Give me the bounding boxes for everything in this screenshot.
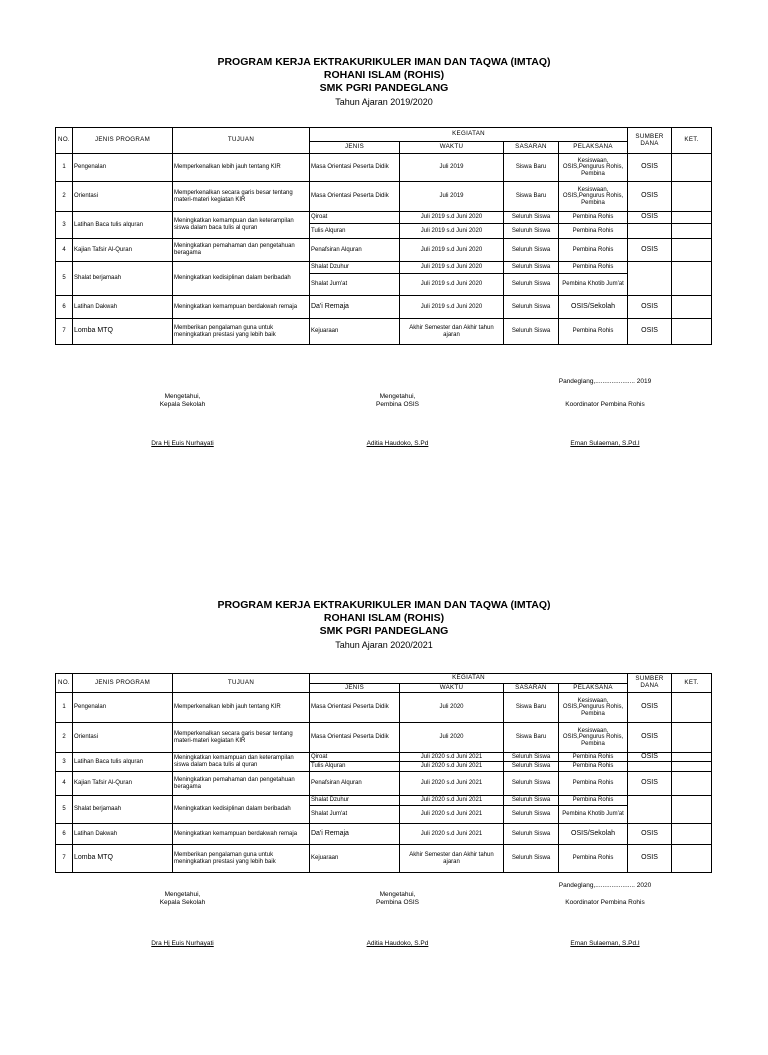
signer-name: Eman Sulaeman, S.Pd.I [570,440,640,447]
cell-waktu: Juli 2020 s.d Juni 2021 [400,772,504,796]
role-label: Koordinator Pembina Rohis [565,899,645,906]
cell-jenis: Masa Orientasi Peserta Didik [310,693,400,723]
cell-no: 3 [56,212,73,239]
table-row [56,319,712,345]
cell-sasaran: Seluruh Siswa [504,262,559,274]
document-2019 [0,0,768,512]
cell-tujuan: Meningkatkan kemampuan berdakwah remaja [173,296,310,319]
cell-sasaran: Seluruh Siswa [504,845,559,873]
cell-ket [672,845,712,873]
cell-jenis: Shalat Dzuhur [310,262,400,274]
cell-ket [672,182,712,212]
table-row [56,796,712,806]
signature-block-osis [335,891,460,907]
cell-program: Latihan Dakwah [73,824,173,845]
cell-jenis: Tulis Alquran [310,224,400,239]
ack-label: Mengetahui, [379,393,416,400]
cell-dana [628,762,672,772]
cell-sasaran: Seluruh Siswa [504,274,559,296]
cell-jenis: Shalat Dzuhur [310,796,400,806]
cell-jenis: Kejuaraan [310,319,400,345]
table-row [56,824,712,845]
cell-pelaksana: Pembina Rohis [559,796,628,806]
cell-program: Pengenalan [73,693,173,723]
signature-block-coordinator [535,899,675,907]
cell-pelaksana: Pembina Rohis [559,762,628,772]
table-row [56,212,712,224]
cell-pelaksana: Pembina Khotib Jum'at [559,274,628,296]
cell-sasaran: Seluruh Siswa [504,319,559,345]
academic-year: Tahun Ajaran 2020/2021 [335,640,433,650]
header-sasaran: SASARAN [504,684,559,693]
header-sumber-dana: SUMBER DANA [628,674,672,693]
cell-dana: OSIS [628,772,672,796]
signer-name: Aditia Haudoko, S.Pd [366,940,429,947]
cell-program: Latihan Baca tulis alquran [73,212,173,239]
header-no: NO. [56,128,73,154]
cell-jenis: Shalat Jum'at [310,806,400,824]
role-label: Koordinator Pembina Rohis [565,401,645,408]
header-jenis-program: JENIS PROGRAM [73,674,173,693]
cell-no: 7 [56,845,73,873]
cell-program: Lomba MTQ [73,845,173,873]
cell-waktu: Juli 2019 s.d Juni 2020 [400,224,504,239]
ack-label: Mengetahui, [164,891,201,898]
cell-tujuan: Meningkatkan kemampuan berdakwah remaja [173,824,310,845]
cell-tujuan: Memperkenalkan secara garis besar tentang materi-materi kegiatan KIR [173,723,310,753]
cell-tujuan: Meningkatkan pemahaman dan pengetahuan beragama [173,772,310,796]
cell-waktu: Juli 2019 s.d Juni 2020 [400,262,504,274]
cell-tujuan: Memberikan pengalaman guna untuk meningkatkan prestasi yang lebih baik [173,319,310,345]
cell-dana: OSIS [628,154,672,182]
cell-pelaksana: Pembina Rohis [559,224,628,239]
cell-dana: OSIS [628,296,672,319]
signature-block-osis [335,393,460,409]
cell-jenis: Penafsiran Alquran [310,239,400,262]
cell-ket [672,723,712,753]
signer-name: Eman Sulaeman, S.Pd.I [570,940,640,947]
role-label: Pembina OSIS [376,401,419,408]
cell-ket [672,262,712,296]
table-row [56,182,712,212]
cell-jenis: Masa Orientasi Peserta Didik [310,723,400,753]
header-sasaran: SASARAN [504,142,559,154]
cell-pelaksana: Pembina Rohis [559,845,628,873]
header-jenis: JENIS [310,684,400,693]
cell-waktu: Juli 2020 [400,723,504,753]
cell-no: 4 [56,772,73,796]
cell-tujuan: Memperkenalkan lebih jauh tentang KIR [173,693,310,723]
header-ket: KET. [672,128,712,154]
cell-jenis: Masa Orientasi Peserta Didik [310,182,400,212]
cell-program: Pengenalan [73,154,173,182]
cell-no: 2 [56,723,73,753]
cell-program: Orientasi [73,723,173,753]
program-table [55,673,712,873]
cell-dana: OSIS [628,212,672,224]
header-jenis-program: JENIS PROGRAM [73,128,173,154]
cell-no: 3 [56,753,73,772]
cell-sasaran: Seluruh Siswa [504,212,559,224]
cell-program: Kajian Tafsir Al-Quran [73,239,173,262]
program-table [55,127,712,345]
cell-waktu: Juli 2019 s.d Juni 2020 [400,296,504,319]
cell-jenis: Da'i Remaja [310,824,400,845]
cell-tujuan: Meningkatkan kemampuan dan keterampilan siswa dalam baca tulis al quran [173,212,310,239]
cell-no: 6 [56,824,73,845]
cell-no: 5 [56,262,73,296]
cell-dana [628,796,672,824]
cell-waktu: Juli 2019 s.d Juni 2020 [400,212,504,224]
cell-dana: OSIS [628,239,672,262]
table-row [56,753,712,762]
header-kegiatan: KEGIATAN [310,128,628,142]
header-pelaksana: PELAKSANA [559,142,628,154]
cell-no: 1 [56,154,73,182]
cell-waktu: Akhir Semester dan Akhir tahun ajaran [400,845,504,873]
role-label: Kepala Sekolah [159,899,206,906]
title-line-2: ROHANI ISLAM (ROHIS) [323,612,445,624]
cell-sasaran: Seluruh Siswa [504,239,559,262]
table-row [56,723,712,753]
cell-no: 1 [56,693,73,723]
cell-dana: OSIS [628,723,672,753]
cell-dana: OSIS [628,753,672,762]
title-line-1: PROGRAM KERJA EKTRAKURIKULER IMAN DAN TAQWA (IMTAQ) [217,599,551,611]
cell-ket [672,796,712,824]
cell-sasaran: Seluruh Siswa [504,762,559,772]
cell-sasaran: Siswa Baru [504,723,559,753]
cell-waktu: Juli 2020 [400,693,504,723]
cell-pelaksana: Kesiswaan, OSIS,Pengurus Rohis, Pembina [559,723,628,753]
cell-ket [672,824,712,845]
signer-name: Aditia Haudoko, S.Pd [366,440,429,447]
header-kegiatan: KEGIATAN [310,674,628,684]
cell-tujuan: Meningkatkan kemampuan dan keterampilan siswa dalam baca tulis al quran [173,753,310,772]
cell-jenis: Da'i Remaja [310,296,400,319]
cell-waktu: Juli 2019 [400,182,504,212]
cell-jenis: Masa Orientasi Peserta Didik [310,154,400,182]
cell-dana: OSIS [628,182,672,212]
cell-sasaran: Seluruh Siswa [504,224,559,239]
cell-jenis: Qiroat [310,753,400,762]
cell-dana [628,262,672,296]
cell-ket [672,239,712,262]
title-line-1: PROGRAM KERJA EKTRAKURIKULER IMAN DAN TAQWA (IMTAQ) [217,56,551,68]
cell-jenis: Qiroat [310,212,400,224]
cell-program: Kajian Tafsir Al-Quran [73,772,173,796]
table-row [56,296,712,319]
cell-waktu: Juli 2020 s.d Juni 2021 [400,806,504,824]
cell-sasaran: Seluruh Siswa [504,772,559,796]
cell-waktu: Juli 2019 s.d Juni 2020 [400,274,504,296]
cell-tujuan: Memperkenalkan lebih jauh tentang KIR [173,154,310,182]
cell-pelaksana: Pembina Rohis [559,753,628,762]
signer-name: Dra Hj Euis Nurhayati [151,940,214,947]
cell-tujuan: Meningkatkan kedisiplinan dalam beribadah [173,796,310,824]
cell-program: Orientasi [73,182,173,212]
cell-tujuan: Meningkatkan kedisiplinan dalam beribadah [173,262,310,296]
signature-block-principal [120,891,245,907]
cell-pelaksana: OSIS/Sekolah [559,296,628,319]
cell-tujuan: Memberikan pengalaman guna untuk meningkatkan prestasi yang lebih baik [173,845,310,873]
header-tujuan: TUJUAN [173,128,310,154]
signature-block-principal [120,393,245,409]
header-pelaksana: PELAKSANA [559,684,628,693]
cell-pelaksana: Pembina Rohis [559,772,628,796]
cell-dana [628,224,672,239]
cell-no: 4 [56,239,73,262]
cell-sasaran: Seluruh Siswa [504,824,559,845]
cell-ket [672,154,712,182]
signer-name: Dra Hj Euis Nurhayati [151,440,214,447]
cell-ket [672,753,712,762]
cell-dana: OSIS [628,319,672,345]
academic-year: Tahun Ajaran 2019/2020 [335,97,433,107]
cell-pelaksana: Pembina Rohis [559,212,628,224]
title-line-2: ROHANI ISLAM (ROHIS) [323,69,445,81]
header-no: NO. [56,674,73,693]
cell-ket [672,296,712,319]
cell-jenis: Penafsiran Alquran [310,772,400,796]
cell-pelaksana: Kesiswaan, OSIS,Pengurus Rohis, Pembina [559,182,628,212]
cell-dana: OSIS [628,824,672,845]
cell-ket [672,762,712,772]
cell-program: Latihan Dakwah [73,296,173,319]
cell-jenis: Kejuaraan [310,845,400,873]
title-line-3: SMK PGRI PANDEGLANG [319,82,449,94]
role-label: Kepala Sekolah [159,401,206,408]
cell-waktu: Juli 2020 s.d Juni 2021 [400,824,504,845]
cell-tujuan: Memperkenalkan secara garis besar tentang materi-materi kegiatan KIR [173,182,310,212]
document-2020 [0,543,768,1055]
cell-sasaran: Seluruh Siswa [504,806,559,824]
table-row [56,693,712,723]
header-tujuan: TUJUAN [173,674,310,693]
cell-dana: OSIS [628,845,672,873]
cell-sasaran: Seluruh Siswa [504,796,559,806]
cell-pelaksana: OSIS/Sekolah [559,824,628,845]
cell-program: Latihan Baca tulis alquran [73,753,173,772]
cell-pelaksana: Kesiswaan, OSIS,Pengurus Rohis, Pembina [559,693,628,723]
cell-sasaran: Siswa Baru [504,182,559,212]
cell-sasaran: Siswa Baru [504,693,559,723]
cell-ket [672,693,712,723]
header-sumber-dana: SUMBER DANA [628,128,672,154]
cell-ket [672,224,712,239]
cell-waktu: Juli 2019 [400,154,504,182]
ack-label: Mengetahui, [164,393,201,400]
cell-pelaksana: Pembina Rohis [559,239,628,262]
cell-pelaksana: Pembina Rohis [559,262,628,274]
table-row [56,262,712,274]
cell-waktu: Juli 2020 s.d Juni 2021 [400,796,504,806]
header-waktu: WAKTU [400,142,504,154]
title-line-3: SMK PGRI PANDEGLANG [319,625,449,637]
ack-label: Mengetahui, [379,891,416,898]
place-date: Pandeglang,...................... 2020 [558,882,652,889]
table-row [56,845,712,873]
cell-ket [672,319,712,345]
cell-pelaksana: Kesiswaan, OSIS,Pengurus Rohis, Pembina [559,154,628,182]
cell-dana: OSIS [628,693,672,723]
cell-waktu: Juli 2020 s.d Juni 2021 [400,753,504,762]
cell-ket [672,772,712,796]
cell-ket [672,212,712,224]
cell-pelaksana: Pembina Rohis [559,319,628,345]
cell-no: 2 [56,182,73,212]
cell-program: Shalat berjamaah [73,796,173,824]
cell-waktu: Juli 2019 s.d Juni 2020 [400,239,504,262]
table-row [56,154,712,182]
header-ket: KET. [672,674,712,693]
cell-sasaran: Seluruh Siswa [504,753,559,762]
cell-sasaran: Siswa Baru [504,154,559,182]
cell-waktu: Juli 2020 s.d Juni 2021 [400,762,504,772]
cell-jenis: Shalat Jum'at [310,274,400,296]
header-waktu: WAKTU [400,684,504,693]
role-label: Pembina OSIS [376,899,419,906]
signature-block-coordinator [535,401,675,409]
cell-no: 5 [56,796,73,824]
cell-sasaran: Seluruh Siswa [504,296,559,319]
cell-waktu: Akhir Semester dan Akhir tahun ajaran [400,319,504,345]
cell-program: Shalat berjamaah [73,262,173,296]
cell-tujuan: Meningkatkan pemahaman dan pengetahuan beragama [173,239,310,262]
place-date: Pandeglang,...................... 2019 [558,378,652,385]
cell-pelaksana: Pembina Khotib Jum'at [559,806,628,824]
cell-jenis: Tulis Alquran [310,762,400,772]
cell-no: 7 [56,319,73,345]
cell-no: 6 [56,296,73,319]
table-row [56,772,712,796]
header-jenis: JENIS [310,142,400,154]
cell-program: Lomba MTQ [73,319,173,345]
table-row [56,239,712,262]
